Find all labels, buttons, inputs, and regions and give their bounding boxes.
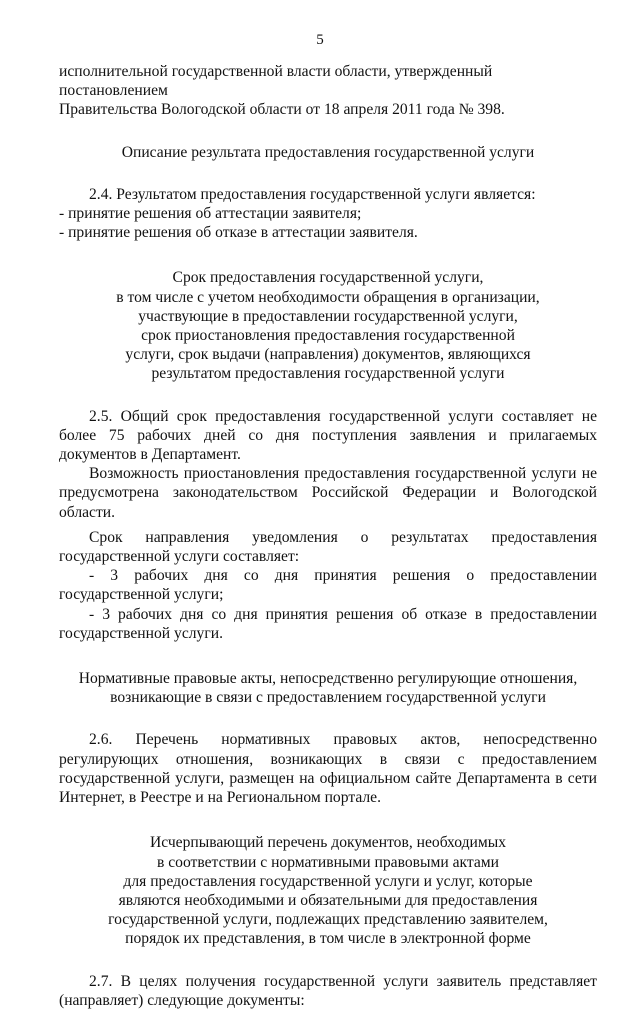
heading-documents-line: государственной услуги, подлежащих представлению заявителем, <box>108 911 548 929</box>
section-2-4-intro: 2.4. Результатом предоставления государственной услуги является: <box>89 185 536 203</box>
heading-documents-line: Исчерпывающий перечень документов, необходимых <box>149 834 507 852</box>
heading-terms-line: результатом предоставления государственной услуги <box>151 365 505 383</box>
heading-documents-line: для предоставления государственной услуги и услуг, которые <box>123 872 533 890</box>
section-2-7: 2.7. В целях получения государственной услуги заявитель представляет (направляет) следующие документы: <box>59 972 597 1009</box>
section-2-5: 2.5. Общий срок предоставления государственной услуги составляет не более 75 рабочих дней со дня поступления заявления и прилагаемых документов в Департамент. <box>59 407 597 464</box>
heading-result-description: Описание результата предоставления государственной услуги <box>121 143 535 161</box>
heading-legal-acts-line: возникающие в связи с предоставлением государственной услуги <box>110 689 546 707</box>
heading-documents-line: порядок их представления, в том числе в электронной форме <box>125 930 531 948</box>
section-2-5-item-1: - 3 рабочих дня со дня принятия решения о предоставлении государственной услуги; <box>59 567 597 604</box>
heading-terms-line: участвующие в предоставлении государственной услуги, <box>138 307 518 325</box>
page-number: 5 <box>316 32 324 48</box>
section-2-6: 2.6. Перечень нормативных правовых актов, непосредственно регулирующих отношения, возникающих в связи с предоставлением государственной услуги, размещен на официальном сайте Департамента в сети Интернет, в Реестре и на Региональном портале. <box>59 731 597 807</box>
section-2-4-item-1: - принятие решения об аттестации заявителя; <box>59 205 362 223</box>
heading-terms <box>59 268 597 383</box>
section-2-4-item-2: - принятие решения об отказе в аттестации заявителя. <box>59 224 418 242</box>
document-body <box>59 62 597 1010</box>
heading-documents-line: в соответствии с нормативными правовыми актами <box>156 853 500 871</box>
continuation-line-2: Правительства Вологодской области от 18 апреля 2011 года № 398. <box>59 101 505 119</box>
heading-documents-line: являются необходимыми и обязательными для предоставления <box>118 891 538 909</box>
section-2-5-item-2: - 3 рабочих дня со дня принятия решения об отказе в предоставлении государственной услуги. <box>59 605 597 642</box>
heading-documents <box>59 833 597 948</box>
heading-terms-line: в том числе с учетом необходимости обращения в организации, <box>116 288 540 306</box>
section-2-5-notice: Срок направления уведомления о результатах предоставления государственной услуги составляет: <box>59 528 597 566</box>
heading-terms-line: срок приостановления предоставления государственной <box>141 327 515 345</box>
heading-legal-acts <box>59 669 597 707</box>
continuation-line-1: исполнительной государственной власти области, утвержденный постановлением <box>59 63 493 100</box>
heading-legal-acts-line: Нормативные правовые акты, непосредственно регулирующие отношения, <box>78 670 578 688</box>
heading-terms-line: Срок предоставления государственной услуги, <box>172 269 484 287</box>
section-2-5-suspension: Возможность приостановления предоставления государственной услуги не предусмотрена законодательством Российской Федерации и Вологодской области. <box>59 465 597 521</box>
heading-terms-line: услуги, срок выдачи (направления) документов, являющихся <box>125 346 531 364</box>
